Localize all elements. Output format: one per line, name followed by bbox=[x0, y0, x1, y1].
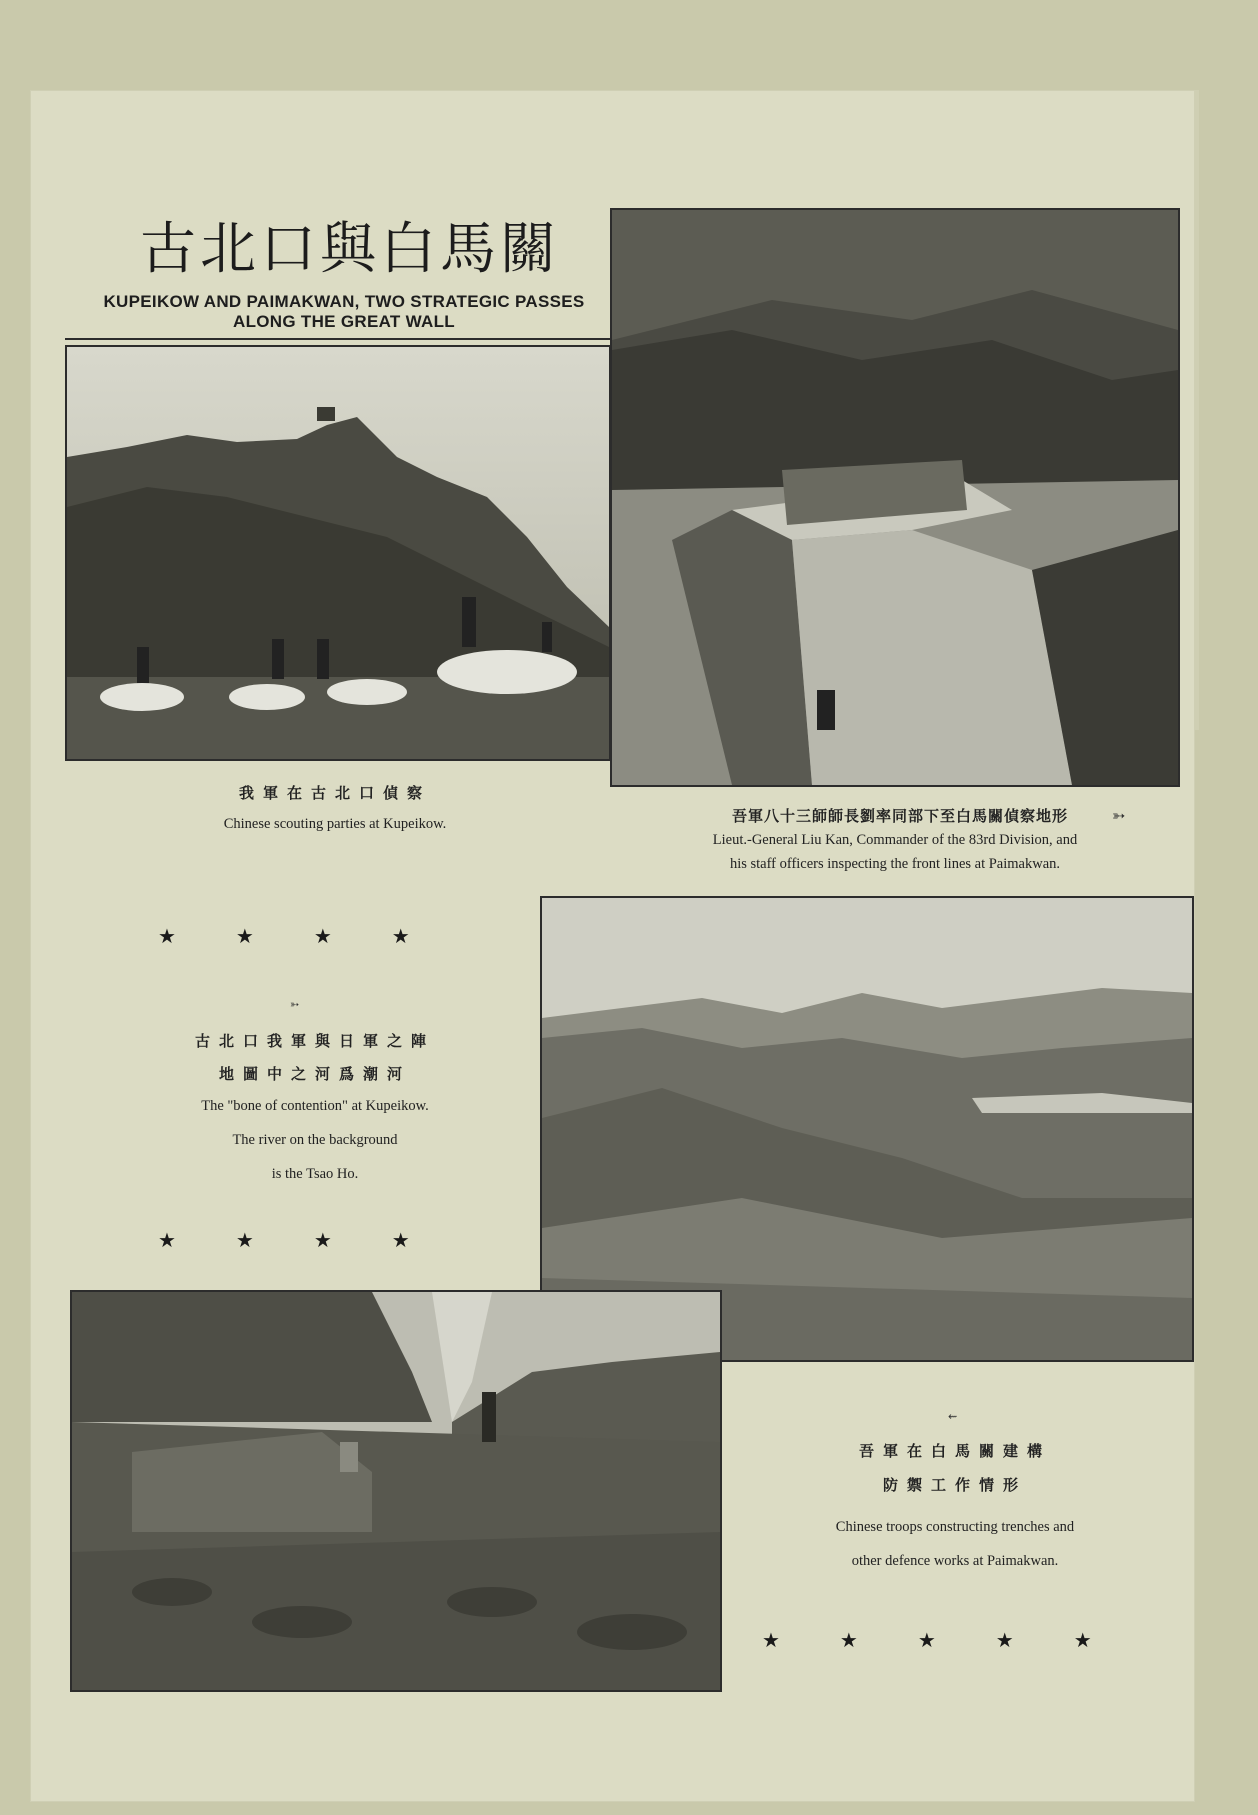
photo-scouting-parties bbox=[65, 345, 611, 761]
ornament-left: ⇜ bbox=[948, 1410, 958, 1423]
caption-trenches-chinese-line1: 吾軍在白馬關建構 bbox=[858, 1442, 1051, 1460]
caption-liu-kan-english-line1: Lieut.-General Liu Kan, Commander of the 83rd Division, and bbox=[712, 832, 1078, 848]
caption-contention-english-line1: The "bone of contention" at Kupeikow. bbox=[201, 1098, 429, 1114]
caption-contention-english-line3: is the Tsao Ho. bbox=[271, 1166, 359, 1182]
stars-row-bottom: ★ ★ ★ ★ ★ bbox=[762, 1628, 1092, 1652]
caption-trenches-english-line1: Chinese troops constructing trenches and bbox=[835, 1519, 1075, 1535]
caption-contention-english-line2: The river on the background bbox=[232, 1132, 398, 1148]
caption-liu-kan-english-line2: his staff officers inspecting the front lines at Paimakwan. bbox=[729, 856, 1061, 872]
headline-english-line1: KUPEIKOW AND PAIMAKWAN, TWO STRATEGIC PASSES bbox=[103, 292, 585, 311]
caption-liu-kan-chinese-text: 吾軍八十三師師長劉率同部下至白馬關偵察地形 bbox=[731, 807, 1068, 825]
caption-liu-kan-chinese bbox=[700, 805, 1100, 826]
ornament-small: ➳ bbox=[290, 998, 300, 1011]
caption-contention-chinese-line2: 地圖中之河爲潮河 bbox=[218, 1065, 411, 1083]
headline-english bbox=[64, 292, 624, 332]
headline-english-line2: ALONG THE GREAT WALL bbox=[233, 312, 455, 331]
stars-row-upper: ★ ★ ★ ★ bbox=[158, 924, 410, 948]
caption-scouting-chinese: 我軍在古北口偵察 bbox=[238, 784, 431, 802]
page-edge bbox=[1195, 90, 1199, 730]
photo-liu-kan-inspection bbox=[610, 208, 1180, 787]
ornament-right: ➳ bbox=[1112, 806, 1126, 825]
caption-scouting-english: Chinese scouting parties at Kupeikow. bbox=[223, 816, 447, 832]
headline-frame-bottom bbox=[65, 338, 610, 340]
stars-row-lower: ★ ★ ★ ★ bbox=[158, 1228, 410, 1252]
caption-trenches-chinese-line2: 防禦工作情形 bbox=[882, 1476, 1027, 1494]
caption-contention-chinese-line1: 古北口我軍與日軍之陣 bbox=[194, 1032, 435, 1050]
photo-trenches-paimakwan bbox=[70, 1290, 722, 1692]
headline-chinese: 古北口與白馬關 bbox=[140, 217, 560, 282]
caption-trenches-english-line2: other defence works at Paimakwan. bbox=[851, 1553, 1059, 1569]
